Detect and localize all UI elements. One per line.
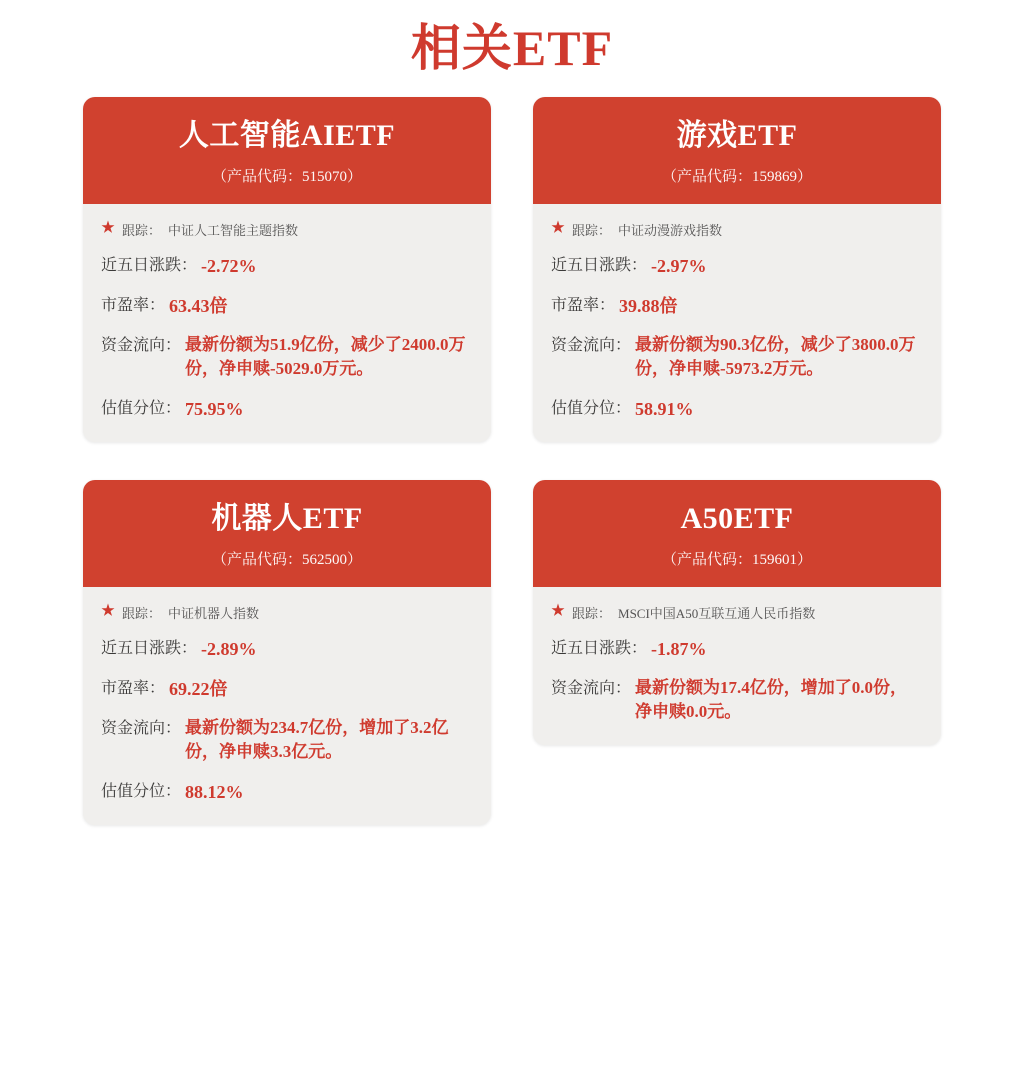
etf-track-row [551, 603, 923, 622]
etf-name: 机器人ETF [211, 502, 363, 536]
etf-flow-field [101, 716, 473, 765]
etf-card[interactable] [83, 480, 491, 825]
etf-valuation-value: 75.95% [185, 398, 244, 419]
etf-name: 游戏ETF [676, 119, 798, 152]
etf-track-value: 中证人工智能主题指数 [168, 222, 299, 238]
etf-flow-label: 资金流向： [101, 336, 182, 354]
star-icon: ★ [551, 221, 565, 236]
etf-five-day-field [551, 636, 923, 662]
etf-card-header [533, 97, 941, 204]
etf-pe-field [551, 293, 923, 319]
etf-track-label: 跟踪： [122, 222, 162, 238]
etf-pe-field [101, 676, 473, 702]
etf-flow-label: 资金流向： [101, 719, 182, 737]
etf-name: A50ETF [680, 502, 794, 536]
etf-code: （产品代码：159601） [661, 551, 812, 568]
etf-card-header [533, 480, 941, 587]
etf-pe-value: 39.88倍 [619, 295, 678, 316]
etf-valuation-label: 估值分位： [101, 399, 182, 417]
etf-card-body [533, 204, 941, 443]
etf-valuation-field [551, 396, 923, 422]
etf-flow-field [101, 333, 473, 382]
etf-flow-value: 最新份额为234.7亿份，增加了3.2亿份，净申赎3.3亿元。 [185, 717, 449, 762]
etf-flow-value: 最新份额为90.3亿份，减少了3800.0万份，净申赎-5973.2万元。 [635, 334, 916, 379]
etf-pe-label: 市盈率： [101, 296, 166, 314]
etf-card[interactable] [533, 97, 941, 442]
etf-five-day-value: -1.87% [651, 638, 707, 659]
etf-five-day-label: 近五日涨跌： [101, 256, 198, 274]
star-icon: ★ [101, 221, 115, 236]
etf-pe-value: 69.22倍 [169, 678, 228, 699]
etf-flow-value: 最新份额为51.9亿份，减少了2400.0万份，净申赎-5029.0万元。 [185, 334, 466, 379]
etf-pe-field [101, 293, 473, 319]
etf-pe-label: 市盈率： [101, 679, 166, 697]
star-icon: ★ [101, 604, 115, 620]
etf-track-value: 中证动漫游戏指数 [618, 222, 723, 238]
etf-five-day-value: -2.72% [201, 255, 257, 276]
etf-track-row [101, 220, 473, 239]
etf-card-body [83, 587, 491, 826]
etf-card-header [83, 480, 491, 587]
etf-valuation-label: 估值分位： [551, 399, 632, 417]
etf-flow-label: 资金流向： [551, 679, 632, 697]
etf-track-value: 中证机器人指数 [168, 605, 260, 621]
etf-flow-field [551, 333, 923, 382]
etf-track-label: 跟踪： [122, 605, 162, 621]
etf-flow-value: 最新份额为17.4亿份，增加了0.0份，净申赎0.0元。 [635, 677, 908, 722]
etf-code: （产品代码：159869） [661, 168, 812, 185]
etf-five-day-label: 近五日涨跌： [101, 639, 198, 657]
etf-card-grid [0, 91, 1024, 825]
etf-flow-label: 资金流向： [551, 336, 632, 354]
etf-five-day-field [551, 253, 923, 279]
etf-track-label: 跟踪： [572, 222, 612, 238]
etf-track-label: 跟踪： [572, 605, 612, 621]
etf-track-value: MSCI中国A50互联互通人民币指数 [618, 605, 816, 621]
etf-five-day-value: -2.89% [201, 638, 257, 659]
etf-pe-value: 63.43倍 [169, 295, 228, 316]
etf-track-row [101, 603, 473, 622]
etf-flow-field [551, 676, 923, 725]
etf-card-body [533, 587, 941, 745]
etf-five-day-label: 近五日涨跌： [551, 639, 648, 657]
etf-five-day-label: 近五日涨跌： [551, 256, 648, 274]
etf-card[interactable] [533, 480, 941, 745]
etf-card[interactable] [83, 97, 491, 442]
etf-track-row [551, 220, 923, 239]
etf-valuation-field [101, 396, 473, 422]
etf-valuation-value: 58.91% [635, 398, 694, 419]
etf-five-day-value: -2.97% [651, 255, 707, 276]
etf-card-header [83, 97, 491, 204]
star-icon: ★ [551, 604, 565, 620]
etf-valuation-field [101, 779, 473, 805]
etf-pe-label: 市盈率： [551, 296, 616, 314]
etf-five-day-field [101, 253, 473, 279]
etf-card-body [83, 204, 491, 443]
etf-valuation-label: 估值分位： [101, 783, 182, 801]
page-title: 相关ETF [410, 20, 614, 76]
etf-name: 人工智能AIETF [178, 119, 396, 152]
etf-five-day-field [101, 636, 473, 662]
etf-code: （产品代码：562500） [211, 551, 362, 568]
etf-valuation-value: 88.12% [185, 782, 244, 803]
etf-code: （产品代码：515070） [211, 168, 362, 185]
